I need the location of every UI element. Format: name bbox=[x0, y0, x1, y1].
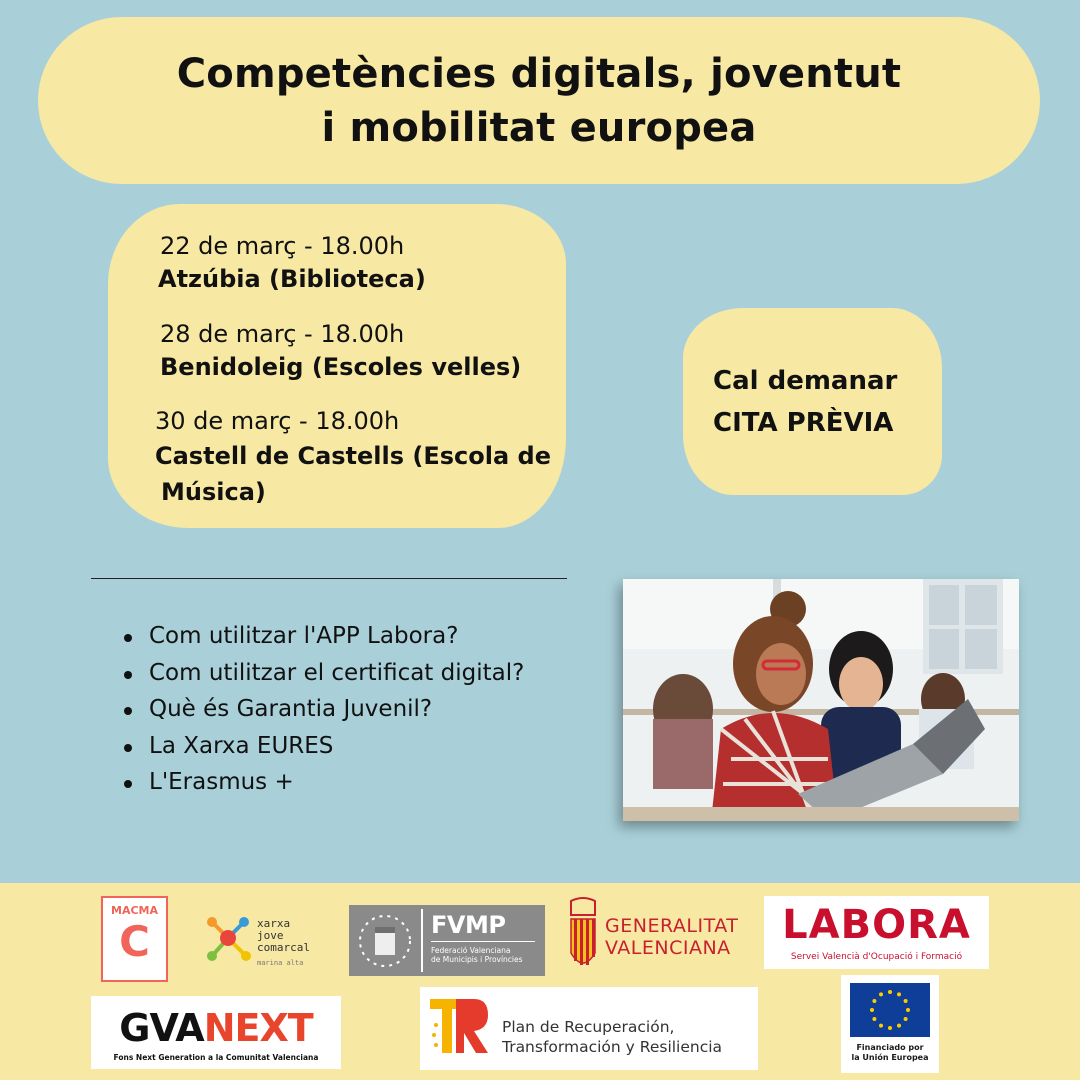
page-title-line-2: i mobilitat europea bbox=[321, 104, 757, 151]
divider bbox=[91, 578, 567, 579]
recovery-plan-line-2: Transformación y Resiliencia bbox=[502, 1038, 723, 1056]
labora-subtitle: Servei Valencià d'Ocupació i Formació bbox=[790, 952, 963, 962]
event-date: 30 de març - 18.00h bbox=[155, 407, 400, 435]
gvanext-name-right: NEXT bbox=[203, 1006, 313, 1050]
xarxa-line-2: jove bbox=[257, 929, 284, 942]
page-title-line-1: Competències digitals, joventut bbox=[176, 50, 902, 97]
eu-flag-icon bbox=[850, 983, 930, 1037]
gvanext-name-left: GVA bbox=[119, 1006, 204, 1050]
coat-of-arms-icon bbox=[565, 897, 601, 979]
notice-line-1: Cal demanar bbox=[713, 365, 898, 396]
gvanext-logo bbox=[91, 996, 341, 1069]
fvmp-line-1: Federació Valenciana bbox=[431, 946, 511, 955]
network-icon bbox=[202, 910, 262, 970]
gvanext-subtitle: Fons Next Generation a la Comunitat Valenciana bbox=[113, 1053, 319, 1062]
generalitat-line-2: VALENCIANA bbox=[605, 937, 731, 959]
event-place: Atzúbia (Biblioteca) bbox=[158, 265, 426, 293]
tr-emblem-icon bbox=[426, 987, 496, 1070]
event-date: 28 de març - 18.00h bbox=[160, 320, 405, 348]
list-item: Com utilitzar l'APP Labora? bbox=[120, 618, 524, 655]
list-item: La Xarxa EURES bbox=[120, 728, 524, 765]
fvmp-line-2: de Municipis i Províncies bbox=[431, 955, 523, 964]
event-place: Castell de Castells (Escola de bbox=[155, 442, 551, 470]
emblem-icon bbox=[349, 905, 421, 976]
list-item: Com utilitzar el certificat digital? bbox=[120, 655, 524, 692]
event-castell-de-castells bbox=[155, 405, 565, 510]
event-place-continued: Música) bbox=[161, 478, 266, 506]
xarxa-line-3: comarcal bbox=[257, 941, 310, 954]
list-item: L'Erasmus + bbox=[120, 764, 524, 801]
eu-funding-logo bbox=[841, 975, 939, 1073]
macma-letter: C bbox=[119, 917, 150, 966]
topics-list bbox=[120, 618, 524, 801]
recovery-plan-logo bbox=[420, 987, 758, 1070]
title-banner bbox=[38, 17, 1040, 184]
page-title bbox=[177, 47, 902, 155]
event-atzubia bbox=[160, 230, 426, 296]
labora-logo bbox=[764, 896, 989, 969]
macma-label: MACMA bbox=[111, 904, 158, 917]
macma-logo bbox=[101, 896, 168, 982]
eu-line-2: la Unión Europea bbox=[851, 1053, 929, 1062]
xarxa-jove-logo bbox=[202, 910, 327, 972]
students-photo bbox=[623, 579, 1019, 821]
xarxa-line-4: marina alta bbox=[257, 959, 304, 967]
fvmp-abbr: FVMP bbox=[431, 911, 506, 939]
event-place: Benidoleig (Escoles velles) bbox=[160, 353, 522, 381]
notice-line-2: CITA PRÈVIA bbox=[713, 407, 894, 438]
event-benidoleig bbox=[160, 318, 521, 384]
generalitat-line-1: GENERALITAT bbox=[605, 915, 739, 937]
labora-name: LABORA bbox=[782, 902, 971, 948]
fvmp-logo bbox=[349, 905, 545, 976]
generalitat-valenciana-logo bbox=[565, 897, 755, 979]
eu-line-1: Financiado por bbox=[856, 1043, 924, 1052]
list-item: Què és Garantia Juvenil? bbox=[120, 691, 524, 728]
recovery-plan-line-1: Plan de Recuperación, bbox=[502, 1018, 675, 1036]
xarxa-line-1: xarxa bbox=[257, 917, 291, 930]
event-date: 22 de març - 18.00h bbox=[160, 232, 405, 260]
appointment-notice bbox=[683, 308, 942, 495]
